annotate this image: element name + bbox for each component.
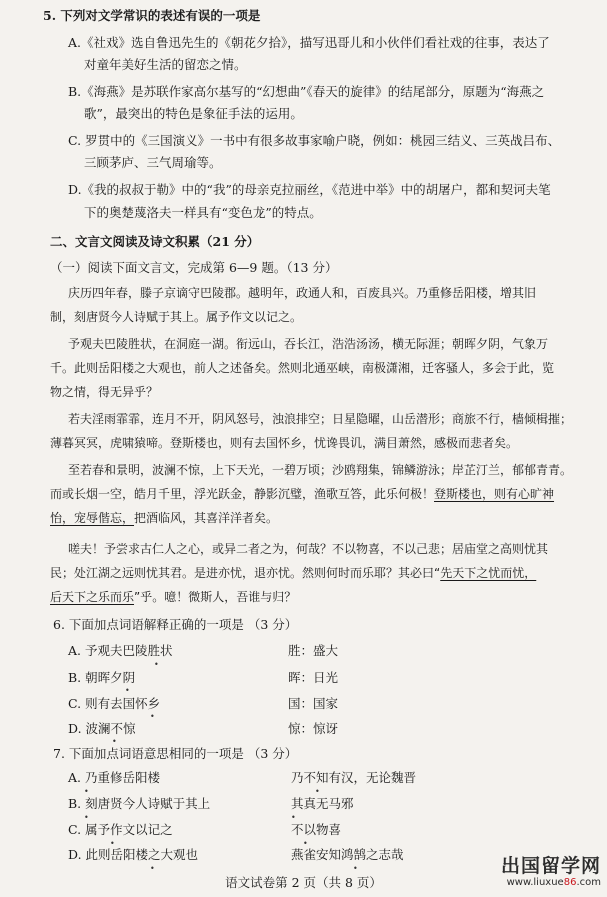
passage-line: 制，刻唐贤今人诗赋于其上。属予作文以记之。 [50,310,303,324]
passage-line: 民；处江湖之远则忧其君。是进亦忧，退亦忧。然则何时而乐耶？其必曰“先天下之忧而忧， [50,566,537,580]
watermark-url: www.liuxue86.com [506,877,601,888]
page-footer: 语文试卷第 2 页（共 8 页） [225,875,382,890]
q6-option-a: A. 予观夫巴陵胜状 [68,643,173,658]
underlined-sentence: 后天下之乐而乐 [50,590,135,604]
emphasis-dot: • [112,737,117,746]
q5-stem: 5. 下列对文学常识的表述有误的一项是 [43,8,261,23]
passage-line: 而或长烟一空，皓月千里，浮光跃金，静影沉璧，渔歌互答，此乐何极！登斯楼也，则有心旷神 [50,487,555,501]
q6-option-c-gloss: 国：国家 [288,696,339,711]
section-two-heading: 二、文言文阅读及诗文积累（21 分） [50,234,260,249]
q6-stem: 6. 下面加点词语解释正确的一项是 （3 分） [53,617,298,632]
emphasis-dot: • [291,813,296,822]
q7-option-a-pair: 乃不知有汉，无论魏晋 [291,770,417,785]
passage-line: 庆历四年春，滕子京谪守巴陵郡。越明年，政通人和，百废具兴。乃重修岳阳楼，增其旧 [68,286,537,300]
watermark-title: 出国留学网 [500,855,601,877]
q6-option-d: D. 波澜不惊 [68,721,136,736]
underlined-sentence: 先天下之忧而忧， [440,566,537,580]
q6-option-b: B. 朝晖夕阴 [68,670,136,685]
q5-option-a-line2: 对童年美好生活的留恋之情。 [84,57,247,72]
q6-option-b-gloss: 晖：日光 [288,670,339,685]
passage-line: 物之情，得无异乎？ [50,385,159,399]
emphasis-dot: • [150,864,155,873]
q7-option-d-pair: 燕雀安知鸿鹄之志哉 [291,847,404,862]
q5-option-b-line1: B.《海燕》是苏联作家高尔基写的“幻想曲”《春天的旋律》的结尾部分，原题为“海燕之 [68,84,545,99]
passage-line: 后天下之乐而乐”乎。噫！微斯人，吾谁与归？ [50,590,297,604]
emphasis-dot: • [110,839,115,848]
q7-option-c: C. 属予作文以记之 [68,822,173,837]
emphasis-dot: • [315,787,320,796]
q7-option-d: D. 此则岳阳楼之大观也 [68,847,199,862]
q5-option-a-line1: A.《社戏》选自鲁迅先生的《朝花夕拾》，描写迅哥儿和小伙伴们看社戏的往事，表达了 [68,35,550,50]
q6-option-c: C. 则有去国怀乡 [68,696,161,711]
emphasis-dot: • [150,712,155,721]
passage-line: 至若春和景明，波澜不惊，上下天光，一碧万顷；沙鸥翔集，锦鳞游泳；岸芷汀兰，郁郁青青。 [68,463,573,477]
q7-option-c-pair: 不以物喜 [291,822,342,837]
emphasis-dot: • [125,686,130,695]
site-watermark [501,855,601,889]
passage-line: 薄暮冥冥，虎啸猿啼。登斯楼也，则有去国怀乡，忧谗畏讥，满目萧然，感极而悲者矣。 [50,436,519,450]
emphasis-dot: • [84,813,89,822]
q7-option-b: B. 刻唐贤今人诗赋于其上 [68,796,211,811]
q5-option-c-line2: 三顾茅庐、三气周瑜等。 [84,155,222,170]
passage-line: 嗟夫！予尝求古仁人之心，或异二者之为，何哉？不以物喜，不以己悲；居庙堂之高则忧其 [68,542,549,556]
passage-line: 怡，宠辱偕忘，把酒临风，其喜洋洋者矣。 [50,511,279,525]
q6-option-a-gloss: 胜：盛大 [288,643,339,658]
emphasis-dot: • [303,839,308,848]
q7-option-a: A. 乃重修岳阳楼 [68,770,160,785]
passage-line: 千。此则岳阳楼之大观也，前人之述备矣。然则北通巫峡，南极潇湘，迁客骚人，多会于此，览 [50,361,555,375]
q6-option-d-gloss: 惊：惊讶 [288,721,339,736]
q5-option-c-line1: C. 罗贯中的《三国演义》一书中有很多故事家喻户晓，例如：桃园三结义、三英战吕布、 [68,133,561,148]
passage-line: 若夫淫雨霏霏，连月不开，阴风怒号，浊浪排空；日星隐曜，山岳潜形；商旅不行，樯倾楫摧； [68,412,573,426]
underlined-sentence: 登斯楼也，则有心旷神 [434,487,555,501]
q5-option-d-line1: D.《我的叔叔于勒》中的“我”的母亲克拉丽丝，《范进中举》中的胡屠户，都和契诃夫笔 [68,182,551,197]
emphasis-dot: • [154,660,159,669]
emphasis-dot: • [353,864,358,873]
q7-stem: 7. 下面加点词语意思相同的一项是 （3 分） [53,746,298,761]
part-one-instruction: （一）阅读下面文言文，完成第 6—9 题。（13 分） [50,260,338,275]
q5-option-d-line2: 下的奥楚蔑洛夫一样具有“变色龙”的特点。 [84,205,322,220]
emphasis-dot: • [84,787,89,796]
passage-line: 予观夫巴陵胜状，在洞庭一湖。衔远山，吞长江，浩浩汤汤，横无际涯；朝晖夕阴，气象万 [68,337,549,351]
q7-option-b-pair: 其真无马邪 [291,796,354,811]
q5-option-b-line2: 歌”，最突出的特色是象征手法的运用。 [84,106,303,121]
underlined-sentence: 怡，宠辱偕忘， [50,511,135,525]
